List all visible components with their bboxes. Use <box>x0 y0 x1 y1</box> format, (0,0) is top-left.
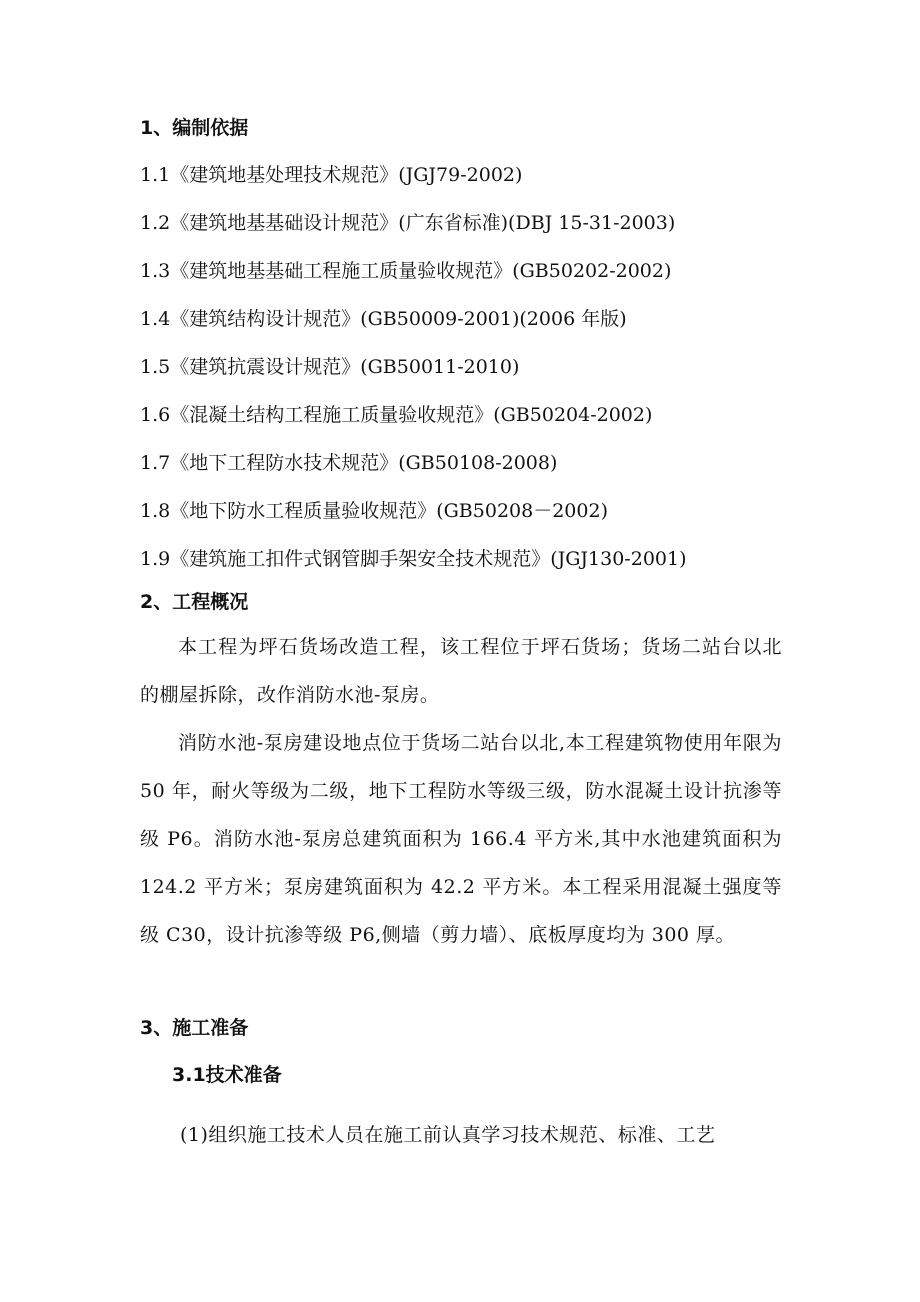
reference-item-1-8: 1.8《地下防水工程质量验收规范》(GB50208－2002) <box>140 500 608 522</box>
reference-item-1-4: 1.4《建筑结构设计规范》(GB50009-2001)(2006 年版) <box>140 308 627 330</box>
reference-item-1-7: 1.7《地下工程防水技术规范》(GB50108-2008) <box>140 452 558 474</box>
reference-item-1-3: 1.3《建筑地基基础工程施工质量验收规范》(GB50202-2002) <box>140 260 672 282</box>
section-2-heading: 2、工程概况 <box>140 591 249 613</box>
project-overview-paragraph-1: 本工程为坪石货场改造工程，该工程位于坪石货场；货场二站台以北的棚屋拆除，改作消防水池-泵房。 <box>140 636 782 706</box>
technical-prep-item-1: (1)组织施工技术人员在施工前认真学习技术规范、标准、工艺 <box>180 1124 716 1146</box>
section-3-1-heading: 3.1技术准备 <box>172 1064 282 1086</box>
reference-item-1-1: 1.1《建筑地基处理技术规范》(JGJ79-2002) <box>140 164 523 186</box>
reference-item-1-9: 1.9《建筑施工扣件式钢管脚手架安全技术规范》(JGJ130-2001) <box>140 548 687 570</box>
project-overview-paragraph-2: 消防水池-泵房建设地点位于货场二站台以北,本工程建筑物使用年限为 50 年，耐火等级为二级，地下工程防水等级三级，防水混凝土设计抗渗等级 P6。消防水池-泵房总建筑面积为 166.4 平方米,其中水池建筑面积为 124.2 平方米；泵房建筑面积为 42.2 平方米。本工程采用混凝土强度等级 C30，设计抗渗等级 P6,侧墙（剪力墙）、底板厚度均为 300 厚。 <box>140 732 782 946</box>
section-3-heading: 3、施工准备 <box>140 1017 249 1039</box>
reference-item-1-2: 1.2《建筑地基基础设计规范》(广东省标准)(DBJ 15-31-2003) <box>140 212 676 234</box>
section-1-heading: 1、编制依据 <box>140 117 249 139</box>
reference-item-1-6: 1.6《混凝土结构工程施工质量验收规范》(GB50204-2002) <box>140 404 653 426</box>
reference-item-1-5: 1.5《建筑抗震设计规范》(GB50011-2010) <box>140 356 520 378</box>
